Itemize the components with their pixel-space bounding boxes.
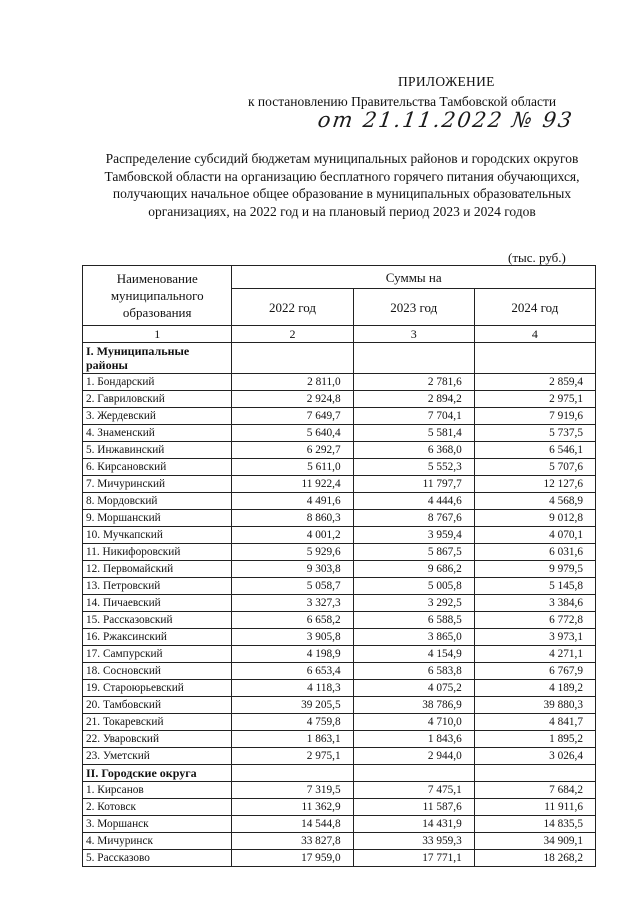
municipality-name: 7. Мичуринский	[83, 476, 232, 493]
column-header-name: Наименование муниципального образования	[83, 266, 232, 326]
amount-cell: 6 292,7	[232, 442, 353, 459]
amount-cell: 2 781,6	[353, 374, 474, 391]
document-title: Распределение субсидий бюджетам муниципальных районов и городских округов Тамбовской области на организацию бесплатного горячего питания обучающихся, получающих начальное общее образование в муниципальных образовательных организациях, на 2022 год и на плановый период 2023 и 2024 годов	[104, 151, 580, 219]
handwritten-date-number: от 21.11.2022 № 93	[316, 108, 576, 132]
amount-cell: 11 922,4	[232, 476, 353, 493]
amount-cell: 8 767,6	[353, 510, 474, 527]
amount-cell: 5 707,6	[474, 459, 595, 476]
amount-cell: 9 303,8	[232, 561, 353, 578]
table-row	[83, 527, 596, 544]
amount-cell: 34 909,1	[474, 833, 595, 850]
column-header-2024: 2024 год	[474, 289, 595, 326]
table-row	[83, 816, 596, 833]
municipality-name: 1. Бондарский	[83, 374, 232, 391]
amount-cell: 4 075,2	[353, 680, 474, 697]
column-index-row	[83, 326, 596, 343]
amount-cell: 4 154,9	[353, 646, 474, 663]
table-row	[83, 612, 596, 629]
amount-cell: 14 835,5	[474, 816, 595, 833]
amount-cell: 7 684,2	[474, 782, 595, 799]
amount-cell: 6 546,1	[474, 442, 595, 459]
amount-cell: 7 704,1	[353, 408, 474, 425]
amount-cell: 5 058,7	[232, 578, 353, 595]
column-index: 3	[353, 326, 474, 343]
amount-cell: 17 771,1	[353, 850, 474, 867]
municipality-name: 23. Уметский	[83, 748, 232, 765]
amount-cell: 3 865,0	[353, 629, 474, 646]
table-row	[83, 578, 596, 595]
section-title: II. Городские округа	[83, 765, 232, 782]
amount-cell: 33 827,8	[232, 833, 353, 850]
table-header-row	[83, 266, 596, 289]
table-row	[83, 459, 596, 476]
amount-cell: 14 431,9	[353, 816, 474, 833]
amount-cell: 2 924,8	[232, 391, 353, 408]
municipality-name: 15. Рассказовский	[83, 612, 232, 629]
subsidy-table	[82, 265, 596, 867]
amount-cell: 4 491,6	[232, 493, 353, 510]
amount-cell: 6 368,0	[353, 442, 474, 459]
amount-cell: 11 362,9	[232, 799, 353, 816]
amount-cell: 6 658,2	[232, 612, 353, 629]
municipality-name: 2. Гавриловский	[83, 391, 232, 408]
amount-cell: 5 005,8	[353, 578, 474, 595]
amount-cell: 4 271,1	[474, 646, 595, 663]
table-row	[83, 425, 596, 442]
municipality-name: 21. Токаревский	[83, 714, 232, 731]
table-row	[83, 408, 596, 425]
amount-cell: 3 959,4	[353, 527, 474, 544]
amount-cell: 3 905,8	[232, 629, 353, 646]
amount-cell: 3 026,4	[474, 748, 595, 765]
amount-cell: 1 843,6	[353, 731, 474, 748]
amount-cell: 5 867,5	[353, 544, 474, 561]
amount-cell: 5 581,4	[353, 425, 474, 442]
amount-cell: 12 127,6	[474, 476, 595, 493]
amount-cell: 3 973,1	[474, 629, 595, 646]
amount-cell: 2 975,1	[232, 748, 353, 765]
amount-cell: 4 759,8	[232, 714, 353, 731]
table-row	[83, 833, 596, 850]
table-row	[83, 799, 596, 816]
table-row	[83, 680, 596, 697]
amount-cell: 6 583,8	[353, 663, 474, 680]
amount-cell: 9 686,2	[353, 561, 474, 578]
section-title: I. Муниципальные районы	[83, 343, 232, 374]
amount-cell: 4 001,2	[232, 527, 353, 544]
table-row	[83, 663, 596, 680]
amount-cell: 4 189,2	[474, 680, 595, 697]
amount-cell: 11 911,6	[474, 799, 595, 816]
amount-cell: 7 919,6	[474, 408, 595, 425]
amount-cell: 8 860,3	[232, 510, 353, 527]
amount-cell: 2 975,1	[474, 391, 595, 408]
amount-cell: 1 895,2	[474, 731, 595, 748]
table-row	[83, 629, 596, 646]
amount-cell: 38 786,9	[353, 697, 474, 714]
municipality-name: 19. Староюрьевский	[83, 680, 232, 697]
amount-cell: 39 880,3	[474, 697, 595, 714]
table-row	[83, 782, 596, 799]
municipality-name: 4. Мичуринск	[83, 833, 232, 850]
municipality-name: 5. Рассказово	[83, 850, 232, 867]
table-row	[83, 544, 596, 561]
table-row	[83, 391, 596, 408]
section-row-cities	[83, 765, 596, 782]
amount-cell: 4 118,3	[232, 680, 353, 697]
municipality-name: 9. Моршанский	[83, 510, 232, 527]
municipality-name: 3. Моршанск	[83, 816, 232, 833]
column-index: 1	[83, 326, 232, 343]
amount-cell: 5 737,5	[474, 425, 595, 442]
municipality-name: 18. Сосновский	[83, 663, 232, 680]
column-header-sums: Суммы на	[232, 266, 596, 289]
municipality-name: 10. Мучкапский	[83, 527, 232, 544]
municipality-name: 11. Никифоровский	[83, 544, 232, 561]
municipality-name: 6. Кирсановский	[83, 459, 232, 476]
amount-cell: 5 929,6	[232, 544, 353, 561]
amount-cell: 6 653,4	[232, 663, 353, 680]
amount-cell: 11 797,7	[353, 476, 474, 493]
amount-cell: 11 587,6	[353, 799, 474, 816]
amount-cell: 4 444,6	[353, 493, 474, 510]
amount-cell: 2 811,0	[232, 374, 353, 391]
column-index: 4	[474, 326, 595, 343]
municipality-name: 13. Петровский	[83, 578, 232, 595]
amount-cell: 7 475,1	[353, 782, 474, 799]
municipality-name: 22. Уваровский	[83, 731, 232, 748]
amount-cell: 6 588,5	[353, 612, 474, 629]
amount-cell: 7 319,5	[232, 782, 353, 799]
table-row	[83, 697, 596, 714]
amount-cell: 9 979,5	[474, 561, 595, 578]
column-header-2023: 2023 год	[353, 289, 474, 326]
amount-cell: 6 772,8	[474, 612, 595, 629]
table-row	[83, 442, 596, 459]
table-row	[83, 476, 596, 493]
municipality-name: 5. Инжавинский	[83, 442, 232, 459]
municipality-name: 17. Сампурский	[83, 646, 232, 663]
municipality-name: 14. Пичаевский	[83, 595, 232, 612]
amount-cell: 4 070,1	[474, 527, 595, 544]
table-row	[83, 646, 596, 663]
table-row	[83, 493, 596, 510]
table-row	[83, 714, 596, 731]
amount-cell: 6 767,9	[474, 663, 595, 680]
amount-cell: 4 568,9	[474, 493, 595, 510]
municipality-name: 2. Котовск	[83, 799, 232, 816]
municipality-name: 8. Мордовский	[83, 493, 232, 510]
amount-cell: 3 292,5	[353, 595, 474, 612]
table-row	[83, 850, 596, 867]
amount-cell: 5 145,8	[474, 578, 595, 595]
table-row	[83, 510, 596, 527]
amount-cell: 2 894,2	[353, 391, 474, 408]
amount-cell: 9 012,8	[474, 510, 595, 527]
amount-cell: 33 959,3	[353, 833, 474, 850]
resolution-reference: к постановлению Правительства Тамбовской области	[248, 94, 557, 109]
column-index: 2	[232, 326, 353, 343]
amount-cell: 3 327,3	[232, 595, 353, 612]
table-row	[83, 731, 596, 748]
section-row-districts	[83, 343, 596, 374]
amount-cell: 5 640,4	[232, 425, 353, 442]
amount-cell: 39 205,5	[232, 697, 353, 714]
units-note: (тыс. руб.)	[508, 250, 566, 265]
table-row	[83, 748, 596, 765]
appendix-heading: ПРИЛОЖЕНИЕ	[398, 74, 495, 89]
amount-cell: 7 649,7	[232, 408, 353, 425]
municipality-name: 20. Тамбовский	[83, 697, 232, 714]
amount-cell: 2 859,4	[474, 374, 595, 391]
amount-cell: 5 552,3	[353, 459, 474, 476]
amount-cell: 18 268,2	[474, 850, 595, 867]
amount-cell: 4 710,0	[353, 714, 474, 731]
table-row	[83, 595, 596, 612]
amount-cell: 14 544,8	[232, 816, 353, 833]
amount-cell: 1 863,1	[232, 731, 353, 748]
amount-cell: 3 384,6	[474, 595, 595, 612]
amount-cell: 17 959,0	[232, 850, 353, 867]
amount-cell: 5 611,0	[232, 459, 353, 476]
amount-cell: 4 841,7	[474, 714, 595, 731]
municipality-name: 3. Жердевский	[83, 408, 232, 425]
amount-cell: 2 944,0	[353, 748, 474, 765]
amount-cell: 4 198,9	[232, 646, 353, 663]
table-row	[83, 561, 596, 578]
municipality-name: 4. Знаменский	[83, 425, 232, 442]
column-header-2022: 2022 год	[232, 289, 353, 326]
table-row	[83, 374, 596, 391]
amount-cell: 6 031,6	[474, 544, 595, 561]
municipality-name: 12. Первомайский	[83, 561, 232, 578]
municipality-name: 16. Ржаксинский	[83, 629, 232, 646]
municipality-name: 1. Кирсанов	[83, 782, 232, 799]
